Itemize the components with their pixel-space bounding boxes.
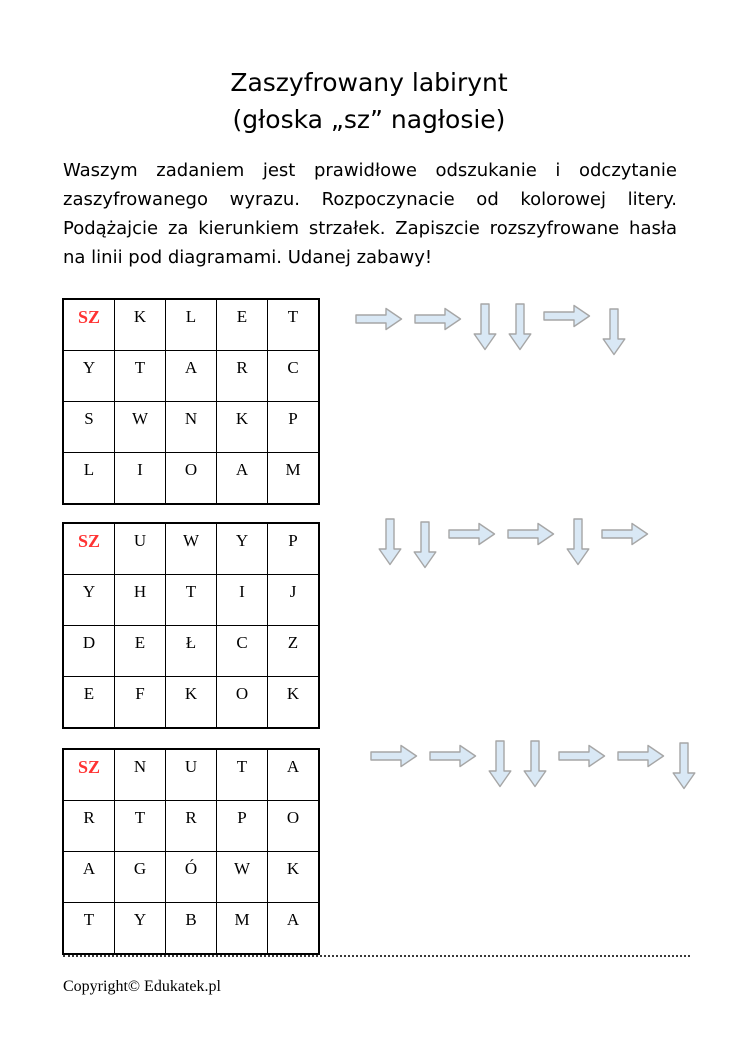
letter-cell: L xyxy=(63,453,115,505)
letter-cell: K xyxy=(268,677,320,729)
page-title xyxy=(0,64,738,138)
letter-cell: K xyxy=(268,852,320,903)
letter-cell: Y xyxy=(217,523,268,575)
start-letter-cell: SZ xyxy=(63,299,115,351)
letter-cell: B xyxy=(166,903,217,955)
letter-cell: M xyxy=(217,903,268,955)
grid-row xyxy=(63,852,319,903)
grid-row xyxy=(63,402,319,453)
letter-cell: S xyxy=(63,402,115,453)
letter-grid-2 xyxy=(62,522,320,729)
letter-cell: D xyxy=(63,626,115,677)
arrow-right-icon xyxy=(448,521,496,547)
arrow-sequence-2 xyxy=(378,518,649,566)
arrow-down-icon xyxy=(378,518,402,566)
start-letter-cell: SZ xyxy=(63,749,115,801)
arrow-down-icon xyxy=(413,521,437,569)
arrow-down-icon xyxy=(523,740,547,788)
letter-cell: A xyxy=(63,852,115,903)
letter-cell: O xyxy=(217,677,268,729)
puzzle-section-2 xyxy=(0,522,738,702)
arrow-down-icon xyxy=(672,742,696,790)
letter-cell: E xyxy=(63,677,115,729)
letter-cell: R xyxy=(63,801,115,852)
letter-cell: M xyxy=(268,453,320,505)
letter-grid-3 xyxy=(62,748,320,955)
letter-cell: A xyxy=(166,351,217,402)
letter-cell: R xyxy=(166,801,217,852)
letter-cell: F xyxy=(115,677,166,729)
letter-cell: Y xyxy=(63,351,115,402)
letter-cell: E xyxy=(115,626,166,677)
grid-row xyxy=(63,453,319,505)
letter-cell: W xyxy=(115,402,166,453)
grid-row xyxy=(63,299,319,351)
letter-cell: T xyxy=(115,801,166,852)
letter-cell: A xyxy=(268,903,320,955)
letter-cell: J xyxy=(268,575,320,626)
arrow-sequence-1 xyxy=(355,303,626,351)
grid-row xyxy=(63,351,319,402)
letter-cell: T xyxy=(63,903,115,955)
dotted-answer-line xyxy=(63,947,690,957)
arrow-down-icon xyxy=(488,740,512,788)
arrow-right-icon xyxy=(601,521,649,547)
letter-cell: Ó xyxy=(166,852,217,903)
letter-grid-1 xyxy=(62,298,320,505)
letter-cell: Ł xyxy=(166,626,217,677)
letter-cell: P xyxy=(268,523,320,575)
page-title-line2: (głoska „sz” nagłosie) xyxy=(232,105,506,134)
letter-cell: Y xyxy=(115,903,166,955)
arrow-right-icon xyxy=(507,521,555,547)
arrow-right-icon xyxy=(617,743,665,769)
letter-cell: A xyxy=(217,453,268,505)
letter-cell: T xyxy=(115,351,166,402)
letter-cell: Z xyxy=(268,626,320,677)
letter-cell: K xyxy=(115,299,166,351)
arrow-right-icon xyxy=(543,303,591,329)
arrow-down-icon xyxy=(473,303,497,351)
arrow-down-icon xyxy=(508,303,532,351)
arrow-down-icon xyxy=(602,308,626,356)
arrow-right-icon xyxy=(370,743,418,769)
letter-cell: W xyxy=(166,523,217,575)
letter-cell: K xyxy=(217,402,268,453)
grid-row xyxy=(63,523,319,575)
letter-cell: O xyxy=(268,801,320,852)
letter-cell: A xyxy=(268,749,320,801)
letter-cell: G xyxy=(115,852,166,903)
letter-cell: U xyxy=(115,523,166,575)
arrow-sequence-3 xyxy=(370,740,696,788)
puzzle-section-1 xyxy=(0,298,738,478)
grid-row xyxy=(63,801,319,852)
letter-cell: W xyxy=(217,852,268,903)
copyright-text: Copyright© Edukatek.pl xyxy=(63,978,221,995)
letter-cell: O xyxy=(166,453,217,505)
arrow-right-icon xyxy=(429,743,477,769)
letter-cell: P xyxy=(217,801,268,852)
page-title-line1: Zaszyfrowany labirynt xyxy=(230,68,508,97)
letter-cell: P xyxy=(268,402,320,453)
letter-cell: T xyxy=(217,749,268,801)
puzzle-section-3 xyxy=(0,748,738,928)
grid-row xyxy=(63,575,319,626)
instructions-text: Waszym zadaniem jest prawidłowe odszukanie i odczytanie zaszyfrowanego wyrazu. Rozpoczynacie od kolorowej litery. Podążajcie za kierunkiem strzałek. Zapiszcie rozszyfrowane hasła na linii pod diagramami. Udanej zabawy! xyxy=(63,160,677,268)
letter-cell: N xyxy=(166,402,217,453)
arrow-down-icon xyxy=(566,518,590,566)
grid-row xyxy=(63,626,319,677)
grid-row xyxy=(63,677,319,729)
letter-cell: T xyxy=(268,299,320,351)
letter-cell: N xyxy=(115,749,166,801)
grid-row xyxy=(63,749,319,801)
letter-cell: T xyxy=(166,575,217,626)
letter-cell: L xyxy=(166,299,217,351)
arrow-right-icon xyxy=(355,306,403,332)
letter-cell: Y xyxy=(63,575,115,626)
letter-cell: I xyxy=(217,575,268,626)
letter-cell: C xyxy=(268,351,320,402)
letter-cell: K xyxy=(166,677,217,729)
start-letter-cell: SZ xyxy=(63,523,115,575)
letter-cell: H xyxy=(115,575,166,626)
letter-cell: E xyxy=(217,299,268,351)
letter-cell: C xyxy=(217,626,268,677)
arrow-right-icon xyxy=(414,306,462,332)
arrow-right-icon xyxy=(558,743,606,769)
letter-cell: I xyxy=(115,453,166,505)
letter-cell: R xyxy=(217,351,268,402)
letter-cell: U xyxy=(166,749,217,801)
